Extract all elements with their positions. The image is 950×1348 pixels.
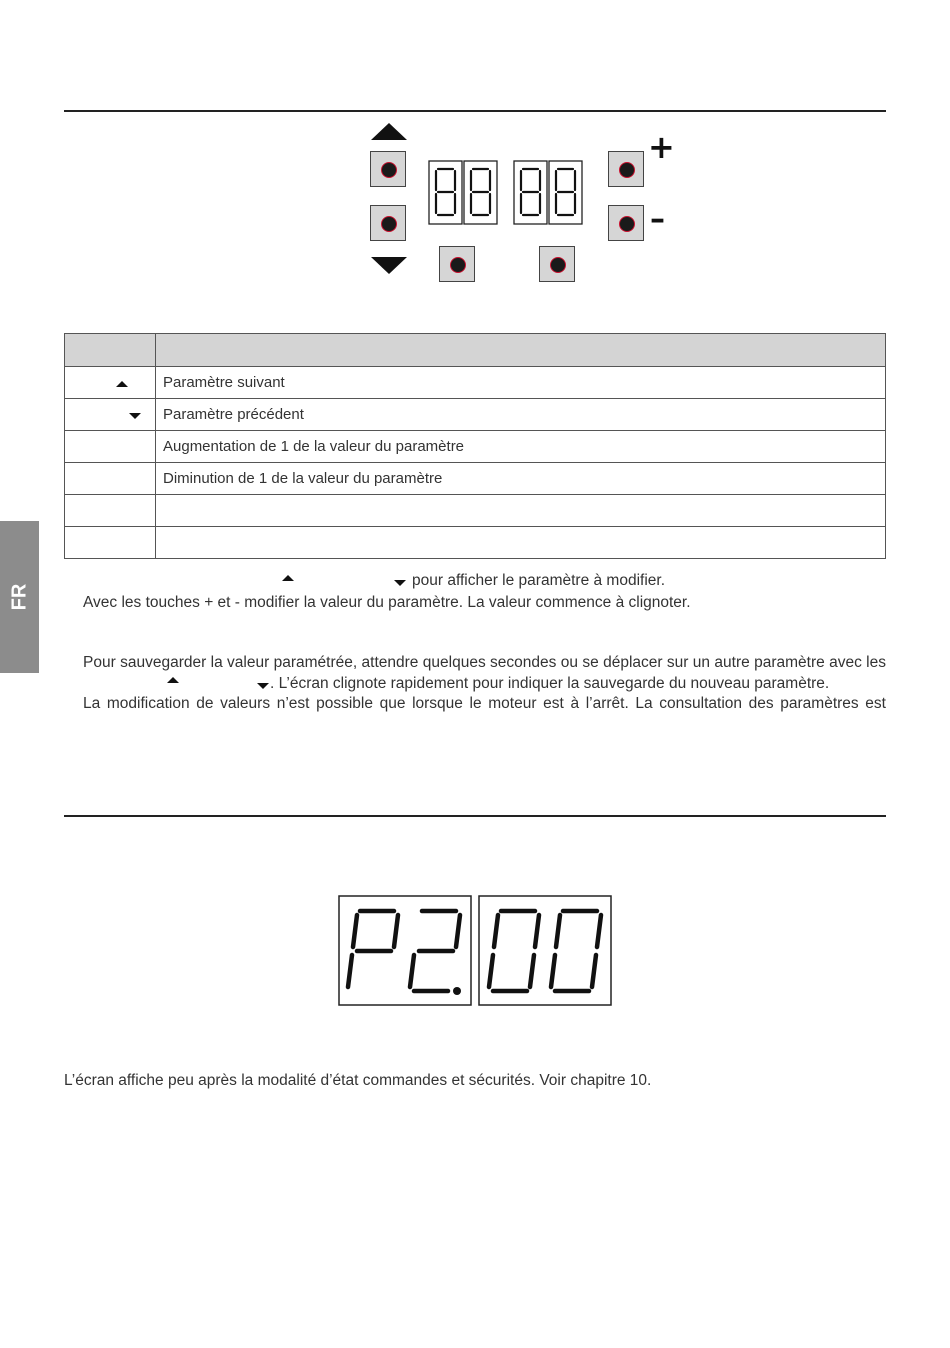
instruction-line-3: Pour sauvegarder la valeur paramétrée, attendre quelques secondes ou se déplacer sur un autre paramètre avec les: [83, 654, 886, 671]
key-function-table: [64, 333, 886, 559]
table-header-row: [65, 334, 886, 367]
minus-symbol: –: [650, 202, 665, 237]
menu-button-right[interactable]: [539, 246, 575, 282]
minus-button[interactable]: [608, 205, 644, 241]
table-row: [65, 527, 886, 559]
top-rule: [64, 110, 886, 112]
table-cell-description: Augmentation de 1 de la valeur du paramètre: [156, 431, 886, 463]
table-row: [65, 367, 886, 399]
instruction-line-2: Avec les touches + et - modifier la valeur du paramètre. La valeur commence à clignoter.: [83, 594, 691, 611]
table-row: [65, 495, 886, 527]
triangle-up-icon: [371, 123, 407, 140]
instruction-line-1: pour afficher le paramètre à modifier.: [412, 572, 666, 589]
table-cell-description: Diminution de 1 de la valeur du paramètre: [156, 463, 886, 495]
table-cell-description: [156, 527, 886, 559]
triangle-down-icon: [371, 257, 407, 274]
triangle-up-icon: [282, 575, 294, 581]
seven-segment-display: [428, 160, 584, 226]
plus-symbol: +: [648, 128, 675, 166]
table-cell-description: Paramètre suivant: [156, 367, 886, 399]
table-row: [65, 399, 886, 431]
table-row: [65, 463, 886, 495]
footer-text: L’écran affiche peu après la modalité d’état commandes et sécurités. Voir chapitre 10.: [64, 1072, 652, 1089]
table-header-function: [156, 334, 886, 367]
large-seven-segment-display: [338, 895, 614, 1007]
table-header-key: [65, 334, 156, 367]
triangle-up-icon: [116, 381, 128, 387]
language-label: FR: [8, 583, 30, 611]
menu-button-left[interactable]: [439, 246, 475, 282]
table-cell-description: Paramètre précédent: [156, 399, 886, 431]
table-cell-description: [156, 495, 886, 527]
language-side-tab: [0, 521, 39, 673]
instruction-line-4: . L’écran clignote rapidement pour indiquer la sauvegarde du nouveau paramètre.: [270, 675, 830, 692]
down-button[interactable]: [370, 205, 406, 241]
section-rule: [64, 815, 886, 817]
triangle-down-icon: [394, 580, 406, 586]
triangle-down-icon: [257, 683, 269, 689]
table-row: [65, 431, 886, 463]
triangle-up-icon: [167, 677, 179, 683]
triangle-down-icon: [129, 413, 141, 419]
plus-button[interactable]: [608, 151, 644, 187]
up-button[interactable]: [370, 151, 406, 187]
instruction-line-5: La modification de valeurs n’est possible que lorsque le moteur est à l’arrêt. La consultation des paramètres est: [83, 695, 886, 712]
